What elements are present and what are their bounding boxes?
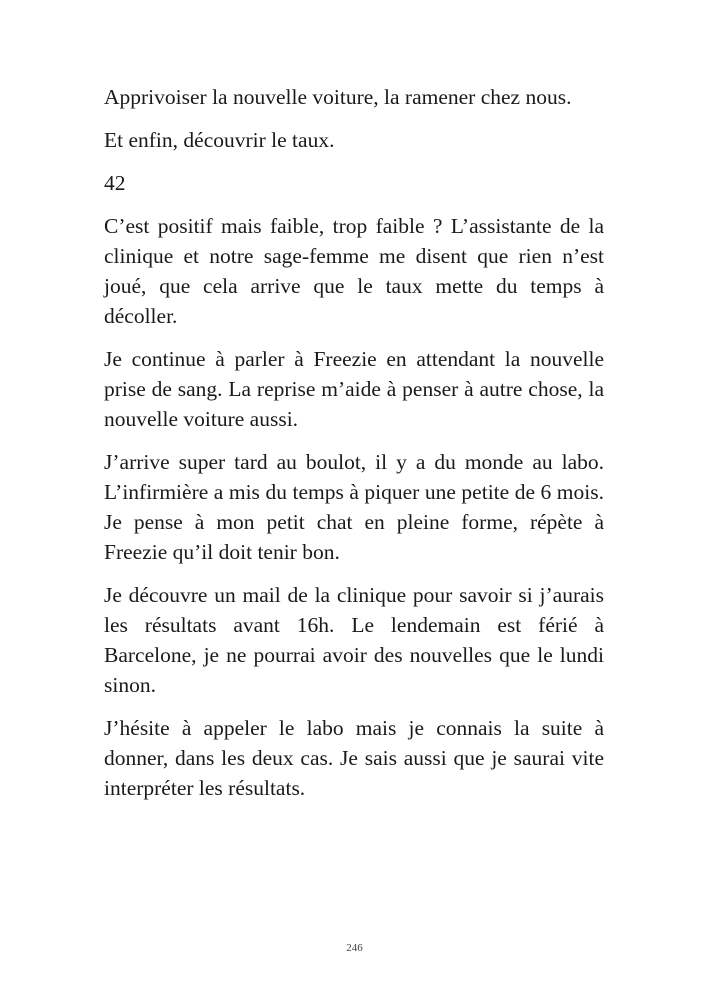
paragraph-3: C’est positif mais faible, trop faible ? L’assistante de la clinique et notre sage-femme me disent que rien n’est joué, que cela arrive que le taux mette du temps à décoller. [104,214,604,328]
paragraph-6: Je découvre un mail de la clinique pour savoir si j’aurais les résultats avant 16h. Le lendemain est férié à Barcelone, je ne pourrai avoir des nouvelles que le lundi sinon. [104,583,604,697]
paragraph-1: Apprivoiser la nouvelle voiture, la ramener chez nous. [104,85,572,109]
paragraph-2: Et enfin, découvrir le taux. [104,128,335,152]
paragraph-5: J’arrive super tard au boulot, il y a du monde au labo. L’infirmière a mis du temps à piquer une petite de 6 mois. Je pense à mon petit chat en pleine forme, répète à Freezie qu’il doit tenir bon. [104,450,604,564]
paragraph-7: J’hésite à appeler le labo mais je connais la suite à donner, dans les deux cas. Je sais aussi que je saurai vite interpréter les résultats. [104,716,604,800]
page-number: 246 [346,942,363,954]
body-text [104,82,604,816]
paragraph-4: Je continue à parler à Freezie en attendant la nouvelle prise de sang. La reprise m’aide à penser à autre chose, la nouvelle voiture aussi. [104,347,604,431]
paragraph-number-42: 42 [104,171,126,195]
